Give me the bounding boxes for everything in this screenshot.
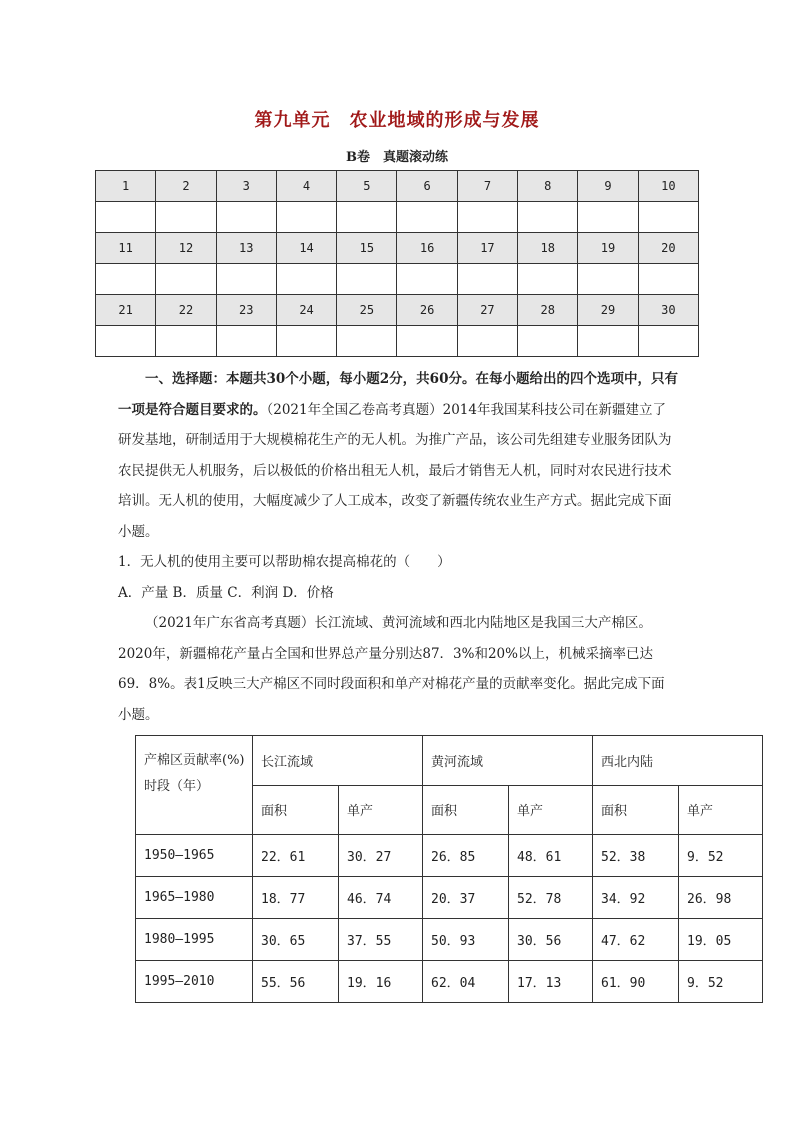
answer-cell[interactable] — [397, 326, 457, 357]
value-cell: 55．56 — [253, 961, 339, 1003]
region-header: 西北内陆 — [593, 736, 763, 786]
value-cell: 47．62 — [593, 919, 679, 961]
subheader: 面积 — [593, 785, 679, 835]
answer-cell[interactable] — [518, 202, 578, 233]
answer-cell[interactable] — [156, 264, 216, 295]
question-section — [118, 364, 678, 730]
answer-cell[interactable] — [96, 326, 156, 357]
answer-number: 21 — [96, 295, 156, 326]
table-row — [136, 919, 763, 961]
answer-number: 13 — [216, 233, 276, 264]
answer-number: 12 — [156, 233, 216, 264]
answer-cell[interactable] — [216, 264, 276, 295]
answer-cell[interactable] — [397, 202, 457, 233]
answer-number: 23 — [216, 295, 276, 326]
answer-cell[interactable] — [578, 264, 638, 295]
answer-number: 18 — [518, 233, 578, 264]
answer-cell[interactable] — [276, 264, 336, 295]
answer-cell[interactable] — [397, 264, 457, 295]
answer-number: 2 — [156, 171, 216, 202]
table-corner-header — [136, 736, 253, 835]
value-cell: 19．16 — [339, 961, 423, 1003]
question-1: 1．无人机的使用主要可以帮助棉农提高棉花的（ ） — [118, 554, 451, 570]
region-header: 长江流域 — [253, 736, 423, 786]
answer-number: 17 — [457, 233, 517, 264]
value-cell: 50．93 — [423, 919, 509, 961]
answer-cell[interactable] — [216, 326, 276, 357]
answer-number: 29 — [578, 295, 638, 326]
answer-blank-row — [96, 264, 699, 295]
cotton-contribution-table — [135, 735, 763, 1003]
answer-cell[interactable] — [638, 264, 698, 295]
answer-cell[interactable] — [276, 326, 336, 357]
period-cell: 1995—2010 — [136, 961, 253, 1003]
answer-cell[interactable] — [216, 202, 276, 233]
value-cell: 26．98 — [679, 877, 763, 919]
answer-number: 25 — [337, 295, 397, 326]
answer-cell[interactable] — [96, 202, 156, 233]
value-cell: 30．56 — [509, 919, 593, 961]
subheader: 面积 — [423, 785, 509, 835]
answer-number-row — [96, 295, 699, 326]
answer-number-row — [96, 233, 699, 264]
answer-cell[interactable] — [96, 264, 156, 295]
answer-number: 28 — [518, 295, 578, 326]
answer-number: 30 — [638, 295, 698, 326]
answer-number: 11 — [96, 233, 156, 264]
question-1-options: A．产量 B．质量 C．利润 D．价格 — [118, 584, 334, 601]
answer-blank-row — [96, 326, 699, 357]
value-cell: 52．38 — [593, 835, 679, 877]
answer-cell[interactable] — [156, 202, 216, 233]
answer-cell[interactable] — [518, 326, 578, 357]
answer-number: 8 — [518, 171, 578, 202]
answer-number: 7 — [457, 171, 517, 202]
answer-cell[interactable] — [276, 202, 336, 233]
answer-number: 3 — [216, 171, 276, 202]
answer-number: 14 — [276, 233, 336, 264]
answer-cell[interactable] — [457, 326, 517, 357]
answer-cell[interactable] — [518, 264, 578, 295]
table-row — [136, 835, 763, 877]
table-header-row — [136, 736, 763, 786]
answer-cell[interactable] — [156, 326, 216, 357]
value-cell: 17．13 — [509, 961, 593, 1003]
answer-number: 27 — [457, 295, 517, 326]
subheader: 单产 — [339, 785, 423, 835]
answer-number: 24 — [276, 295, 336, 326]
subheader: 单产 — [509, 785, 593, 835]
period-cell: 1965—1980 — [136, 877, 253, 919]
answer-number: 15 — [337, 233, 397, 264]
answer-cell[interactable] — [337, 202, 397, 233]
value-cell: 48．61 — [509, 835, 593, 877]
answer-cell[interactable] — [337, 264, 397, 295]
value-cell: 20．37 — [423, 877, 509, 919]
answer-number: 10 — [638, 171, 698, 202]
answer-grid — [95, 170, 699, 357]
answer-number: 5 — [337, 171, 397, 202]
period-cell: 1950—1965 — [136, 835, 253, 877]
answer-cell[interactable] — [457, 202, 517, 233]
value-cell: 61．90 — [593, 961, 679, 1003]
answer-cell[interactable] — [337, 326, 397, 357]
answer-number: 4 — [276, 171, 336, 202]
material-2: （2021年广东省高考真题）长江流域、黄河流域和西北内陆地区是我国三大产棉区。2020年，新疆棉花产量占全国和世界总产量分别达87．3%和20%以上，机械采摘率已达69．8%。表1反映三大产棉区不同时段面积和单产对棉花产量的贡献率变化。据此完成下面小题。 — [118, 615, 665, 723]
answer-cell[interactable] — [578, 326, 638, 357]
answer-number: 9 — [578, 171, 638, 202]
answer-number-row — [96, 171, 699, 202]
answer-number: 26 — [397, 295, 457, 326]
answer-cell[interactable] — [578, 202, 638, 233]
corner-bottom-label: 时段（年） — [144, 779, 210, 794]
subheader: 单产 — [679, 785, 763, 835]
value-cell: 37．55 — [339, 919, 423, 961]
value-cell: 18．77 — [253, 877, 339, 919]
answer-cell[interactable] — [638, 202, 698, 233]
value-cell: 30．27 — [339, 835, 423, 877]
answer-cell[interactable] — [457, 264, 517, 295]
material-1: （2021年全国乙卷高考真题）2014年我国某科技公司在新疆建立了研发基地，研制适用于大规模棉花生产的无人机。为推广产品，该公司先组建专业服务团队为农民提供无人机服务，后以极低的价格出租无人机，最后才销售无人机，同时对农民进行技术培训。无人机的使用，大幅度减少了人工成本，改变了新疆传统农业生产方式。据此完成下面小题。 — [118, 401, 672, 540]
corner-top-label: 产棉区贡献率(%) — [144, 753, 245, 768]
page-title: 第九单元 农业地域的形成与发展 — [254, 110, 540, 131]
value-cell: 46．74 — [339, 877, 423, 919]
table-row — [136, 961, 763, 1003]
section-heading: 一、选择题：本题共30个小题，每小题2分，共60分。在每小题给出的四个选项中，只有一项是符合题目要求的。 — [118, 371, 678, 418]
value-cell: 26．85 — [423, 835, 509, 877]
answer-number: 22 — [156, 295, 216, 326]
value-cell: 22．61 — [253, 835, 339, 877]
answer-number: 20 — [638, 233, 698, 264]
page-subtitle: B卷 真题滚动练 — [346, 150, 448, 165]
answer-number: 6 — [397, 171, 457, 202]
table-row — [136, 877, 763, 919]
answer-blank-row — [96, 202, 699, 233]
value-cell: 52．78 — [509, 877, 593, 919]
value-cell: 9．52 — [679, 835, 763, 877]
answer-cell[interactable] — [638, 326, 698, 357]
section-intro — [118, 364, 678, 547]
value-cell: 9．52 — [679, 961, 763, 1003]
answer-number: 16 — [397, 233, 457, 264]
value-cell: 62．04 — [423, 961, 509, 1003]
answer-number: 1 — [96, 171, 156, 202]
value-cell: 19．05 — [679, 919, 763, 961]
subheader: 面积 — [253, 785, 339, 835]
answer-number: 19 — [578, 233, 638, 264]
value-cell: 30．65 — [253, 919, 339, 961]
region-header: 黄河流域 — [423, 736, 593, 786]
value-cell: 34．92 — [593, 877, 679, 919]
period-cell: 1980—1995 — [136, 919, 253, 961]
